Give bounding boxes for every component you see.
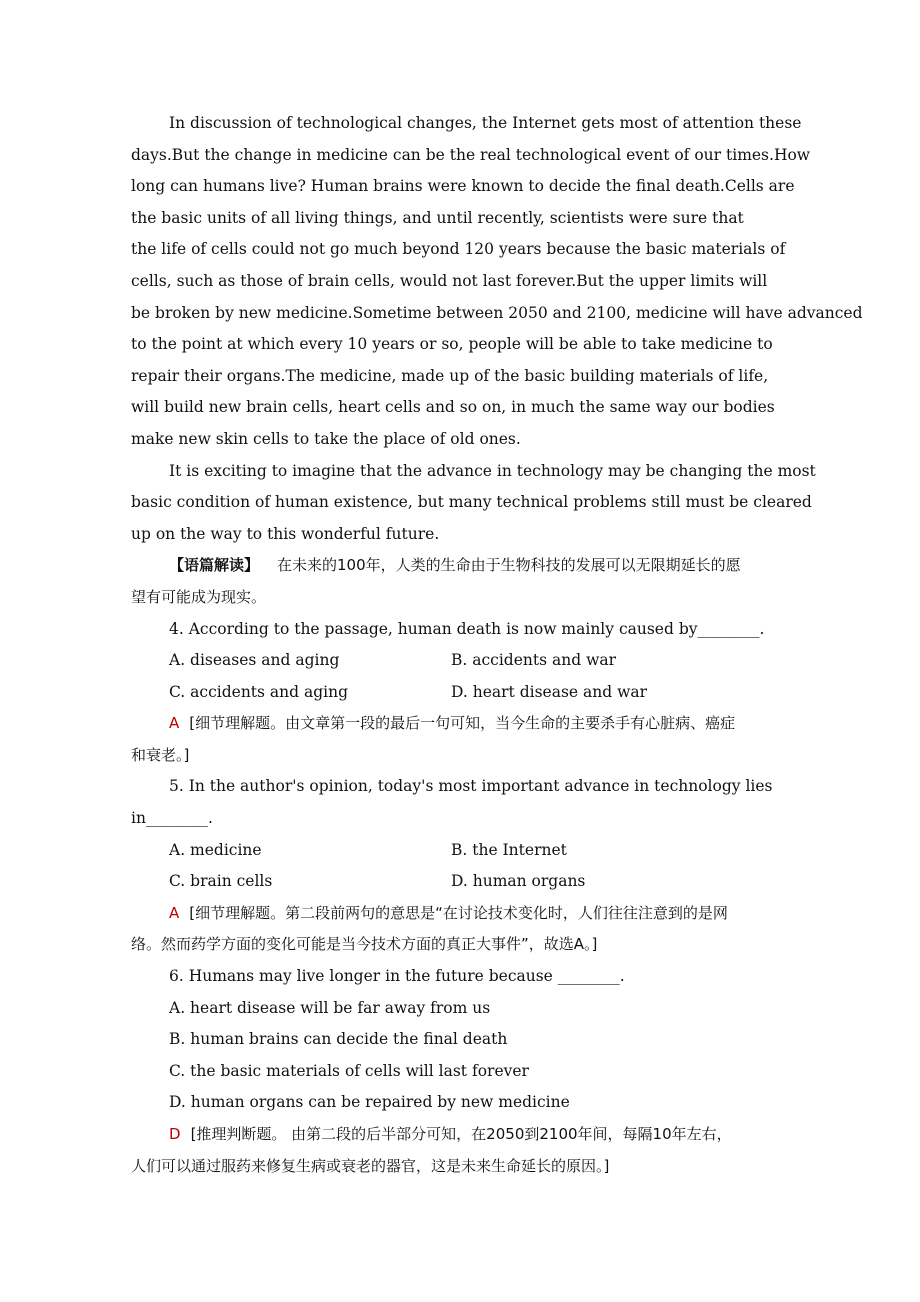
passage-paragraph-2-line: basic condition of human existence, but many technical problems still must be cleared: [131, 493, 812, 512]
reading-note-cont: 望有可能成为现实。: [131, 587, 267, 606]
question-5-option-c: C. brain cells: [169, 872, 273, 891]
passage-paragraph-1-line: will build new brain cells, heart cells and so on, in much the same way our bodies: [131, 398, 775, 417]
reading-note: [131, 550, 821, 582]
passage-paragraph-2-line: up on the way to this wonderful future.: [131, 524, 440, 543]
passage-paragraph-1-line: make new skin cells to take the place of old ones.: [131, 429, 521, 448]
question-5-option-b: B. the Internet: [451, 840, 567, 859]
passage-paragraph-1-line: the life of cells could not go much beyond 120 years because the basic materials of: [131, 240, 786, 259]
question-5-options-row2: [131, 866, 821, 898]
question-4-explanation: [131, 708, 821, 740]
reading-note-tag: 【语篇解读】: [169, 556, 260, 575]
question-4-option-b: B. accidents and war: [451, 651, 616, 670]
question-5-option-a: A. medicine: [169, 840, 262, 859]
question-4-stem: 4. According to the passage, human death is now mainly caused by________.: [169, 619, 765, 638]
passage-paragraph-2-line: It is exciting to imagine that the advance in technology may be changing the most: [169, 461, 816, 480]
question-6-option-c: C. the basic materials of cells will last forever: [169, 1061, 529, 1080]
passage-paragraph-1-line: long can humans live? Human brains were known to decide the final death.Cells are: [131, 177, 795, 196]
passage-paragraph-1-line: the basic units of all living things, and until recently, scientists were sure that: [131, 208, 744, 227]
passage-paragraph-1-line: cells, such as those of brain cells, would not last forever.But the upper limits will: [131, 271, 768, 290]
question-4-option-c: C. accidents and aging: [169, 682, 349, 701]
passage-paragraph-1-line: be broken by new medicine.Sometime between 2050 and 2100, medicine will have advanced: [131, 303, 863, 322]
question-6-answer: D: [169, 1125, 181, 1143]
question-5-stem: 5. In the author's opinion, today's most important advance in technology lies: [169, 777, 773, 796]
question-6-explanation: [131, 1119, 821, 1151]
question-6-expl-cont: 人们可以通过服药来修复生病或衰老的器官，这是未来生命延长的原因。]: [131, 1156, 610, 1175]
question-5-options-row1: [131, 835, 821, 867]
question-4-options-row2: [131, 677, 821, 709]
reading-note-text: 在未来的100年，人类的生命由于生物科技的发展可以无限期延长的愿: [277, 556, 741, 575]
passage-paragraph-1: [131, 108, 863, 456]
passage-paragraph-2: [131, 456, 821, 551]
passage-paragraph-1-line: to the point at which every 10 years or so, people will be able to take medicine to: [131, 335, 773, 354]
passage-paragraph-1-line: days.But the change in medicine can be the real technological event of our times.How: [131, 145, 811, 164]
question-6-option-b: B. human brains can decide the final death: [169, 1030, 508, 1049]
question-6-stem: 6. Humans may live longer in the future because ________.: [169, 967, 625, 986]
question-5-explanation: [131, 898, 821, 930]
question-5-option-d: D. human organs: [451, 872, 586, 891]
question-5-expl-cont: 络。然而药学方面的变化可能是当今技术方面的真正大事件”，故选A。]: [131, 935, 598, 954]
question-5-answer: A: [169, 903, 180, 922]
passage-paragraph-1-line: In discussion of technological changes, the Internet gets most of attention these: [169, 114, 802, 132]
question-5-expl-text: [细节理解题。第二段前两句的意思是“在讨论技术变化时，人们往往注意到的是网: [189, 903, 728, 922]
question-6-option-d: D. human organs can be repaired by new medicine: [169, 1093, 570, 1112]
question-6-option-a: A. heart disease will be far away from us: [169, 998, 491, 1017]
question-4-options-row1: [131, 645, 821, 677]
question-4-option-a: A. diseases and aging: [169, 651, 340, 670]
question-5-stem-cont: in________.: [131, 809, 213, 828]
question-4-expl-cont: 和衰老。]: [131, 745, 190, 764]
question-4-answer: A: [169, 714, 180, 733]
passage-paragraph-1-line: repair their organs.The medicine, made up of the basic building materials of life,: [131, 366, 769, 385]
question-6-expl-text: [推理判断题。 由第二段的后半部分可知，在2050到2100年间，每隔10年左右，: [190, 1125, 732, 1143]
question-4-expl-text: [细节理解题。由文章第一段的最后一句可知，当今生命的主要杀手有心脏病、癌症: [189, 714, 736, 733]
question-4-option-d: D. heart disease and war: [451, 682, 647, 701]
document-page: [131, 108, 863, 1182]
